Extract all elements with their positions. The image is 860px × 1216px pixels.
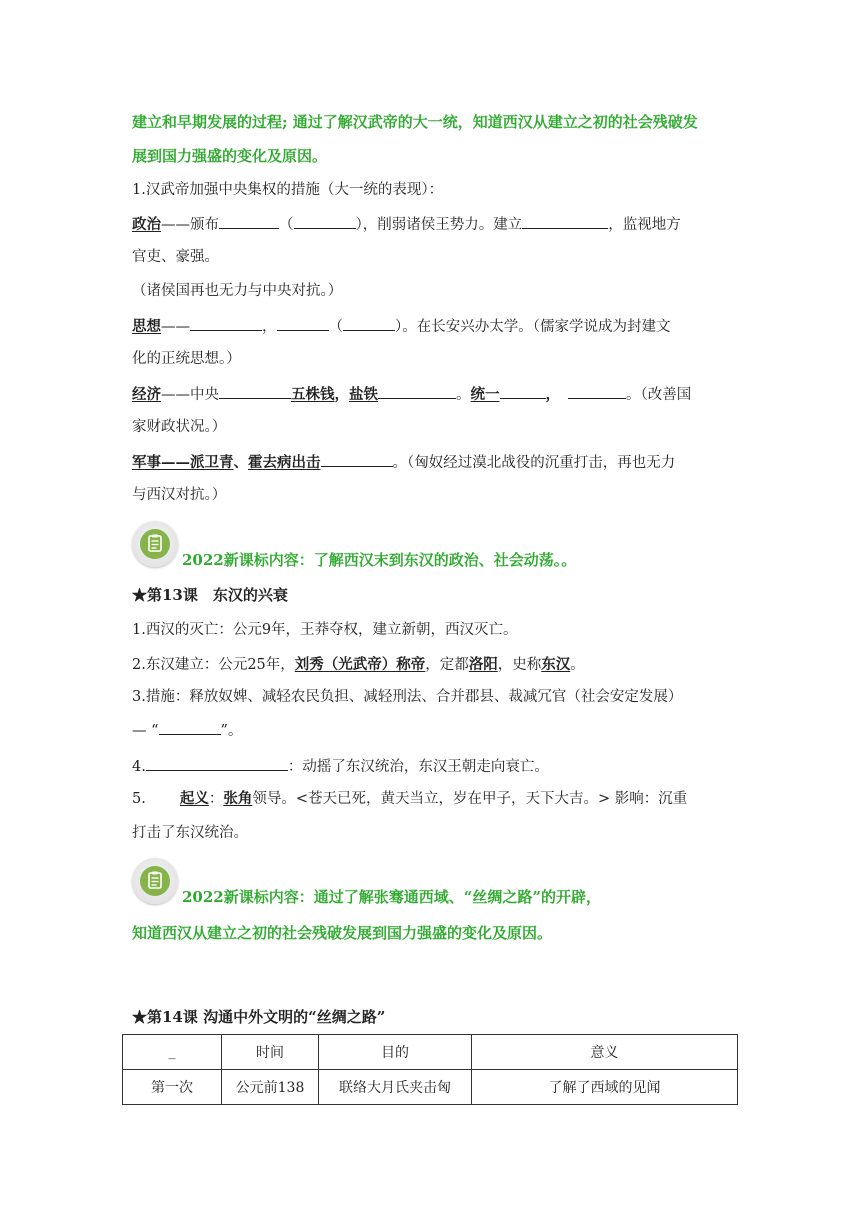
economy-line-2: 家财政状况。） xyxy=(132,419,227,435)
blank xyxy=(321,451,393,467)
lesson13-p3: 3.措施：释放奴婢、减轻农民负担、减轻刑法、合并郡县、裁减冗官（社会安定发展） xyxy=(132,689,683,705)
table-header: _ xyxy=(123,1035,222,1070)
text: ：动摇了东汉统治，东汉王朝走向衰亡。 xyxy=(287,759,549,775)
text: ， xyxy=(545,386,560,403)
intro-line-2: 展到国力强盛的变化及原因。 xyxy=(132,147,328,165)
economy-label: 经济 xyxy=(132,386,161,403)
text: 东汉 xyxy=(541,656,571,673)
text: （ xyxy=(279,217,294,233)
text: 领导。<苍天已死，黄天当立，岁在甲子，天下大吉。> 影响：沉重 xyxy=(252,791,688,807)
text: ，监视地方 xyxy=(608,217,681,233)
wudi-heading: 1.汉武帝加强中央集权的措施（大一统的表现）： xyxy=(132,182,444,198)
thought-line xyxy=(132,315,671,337)
politics-label: 政治 xyxy=(132,216,161,233)
text: 、 xyxy=(233,454,248,471)
text: 。（匈奴经过漠北战役的沉重打击，再也无力 xyxy=(392,455,676,471)
text: 。 xyxy=(570,657,585,673)
blank xyxy=(568,383,626,399)
text: 统一 xyxy=(470,386,500,403)
military-line xyxy=(132,451,675,473)
text: —— xyxy=(161,454,190,471)
text: 霍去病出击 xyxy=(248,454,321,471)
politics-note: （诸侯国再也无力与中央对抗。） xyxy=(132,283,343,299)
text: ： xyxy=(208,791,224,807)
blank xyxy=(190,315,262,331)
clipboard-icon xyxy=(140,865,170,895)
text: ——颁布 xyxy=(161,217,219,233)
lesson13-p1: 1.西汉的灭亡：公元9年，王莽夺权，建立新朝，西汉灭亡。 xyxy=(132,622,518,638)
blank xyxy=(219,383,291,399)
text: 2.东汉建立：公元25年， xyxy=(132,657,295,673)
text: ，史称 xyxy=(497,657,542,673)
text: 派卫青 xyxy=(190,454,234,471)
text: ， xyxy=(262,319,277,335)
lesson13-p5 xyxy=(132,789,687,809)
standard-badge-2 xyxy=(132,858,178,904)
table-cell: 公元前138 xyxy=(222,1070,319,1105)
text: 五株钱 xyxy=(291,386,335,403)
blank xyxy=(378,383,456,399)
text: 。 xyxy=(456,387,471,403)
table-header: 时间 xyxy=(222,1035,319,1070)
blank xyxy=(277,315,329,331)
blank xyxy=(219,213,279,229)
table-cell: 了解了西域的见闻 xyxy=(472,1070,738,1105)
text: 洛阳 xyxy=(468,656,498,673)
text: — “ xyxy=(132,723,159,739)
table-header: 目的 xyxy=(319,1035,472,1070)
text: ，定都 xyxy=(425,657,469,673)
text: 刘秀（光武帝）称帝 xyxy=(294,656,426,673)
blank xyxy=(294,213,356,229)
table-row xyxy=(123,1070,738,1105)
military-label: 军事 xyxy=(132,454,161,471)
blank xyxy=(343,315,395,331)
text: 4. xyxy=(132,759,146,775)
text: （ xyxy=(328,319,343,335)
thought-line-2: 化的正统思想。） xyxy=(132,351,241,367)
economy-line xyxy=(132,383,691,405)
silk-road-table xyxy=(122,1034,738,1105)
lesson13-p5-2: 打击了东汉统治。 xyxy=(132,825,248,841)
text: —— xyxy=(161,319,190,335)
lesson13-p2 xyxy=(132,655,585,675)
text: 起义 xyxy=(179,790,209,807)
text: 盐铁 xyxy=(349,386,378,403)
lesson13-p4 xyxy=(132,755,549,777)
blank xyxy=(146,755,288,771)
standard-2-line-1: 2022新课标内容：通过了解张骞通西域、“丝绸之路”的开辟， xyxy=(182,888,602,906)
text: 张角 xyxy=(223,790,253,807)
text: ”。 xyxy=(220,723,243,739)
lesson13-p3-2 xyxy=(132,719,242,741)
table-cell: 联络大月氏夹击匈 xyxy=(319,1070,472,1105)
text: ）。在长安兴办太学。（儒家学说成为封建文 xyxy=(395,319,671,335)
lesson14-title: ★第14课 沟通中外文明的“丝绸之路” xyxy=(132,1008,386,1026)
standard-1-text: 2022新课标内容：了解西汉末到东汉的政治、社会动荡。。 xyxy=(182,551,577,569)
thought-label: 思想 xyxy=(132,318,161,335)
clipboard-icon xyxy=(140,528,170,558)
military-line-2: 与西汉对抗。） xyxy=(132,487,227,503)
table-header-row xyxy=(123,1035,738,1070)
text: 。（改善国 xyxy=(626,387,692,403)
lesson13-title: ★第13课 东汉的兴衰 xyxy=(132,586,288,604)
blank xyxy=(159,719,221,735)
text: ， xyxy=(334,386,349,403)
blank xyxy=(522,213,608,229)
standard-badge-1 xyxy=(132,521,178,567)
text: 5. xyxy=(132,791,146,807)
table-cell: 第一次 xyxy=(123,1070,222,1105)
table-header: 意义 xyxy=(472,1035,738,1070)
standard-2-line-2: 知道西汉从建立之初的社会残破发展到国力强盛的变化及原因。 xyxy=(132,924,553,942)
intro-line-1: 建立和早期发展的过程; 通过了解汉武帝的大一统，知道西汉从建立之初的社会残破发 xyxy=(132,113,698,131)
blank xyxy=(500,383,546,399)
politics-line xyxy=(132,213,681,235)
text: ），削弱诸侯王势力。建立 xyxy=(355,217,523,233)
text: ——中央 xyxy=(161,387,219,403)
politics-line-2: 官吏、豪强。 xyxy=(132,249,219,265)
